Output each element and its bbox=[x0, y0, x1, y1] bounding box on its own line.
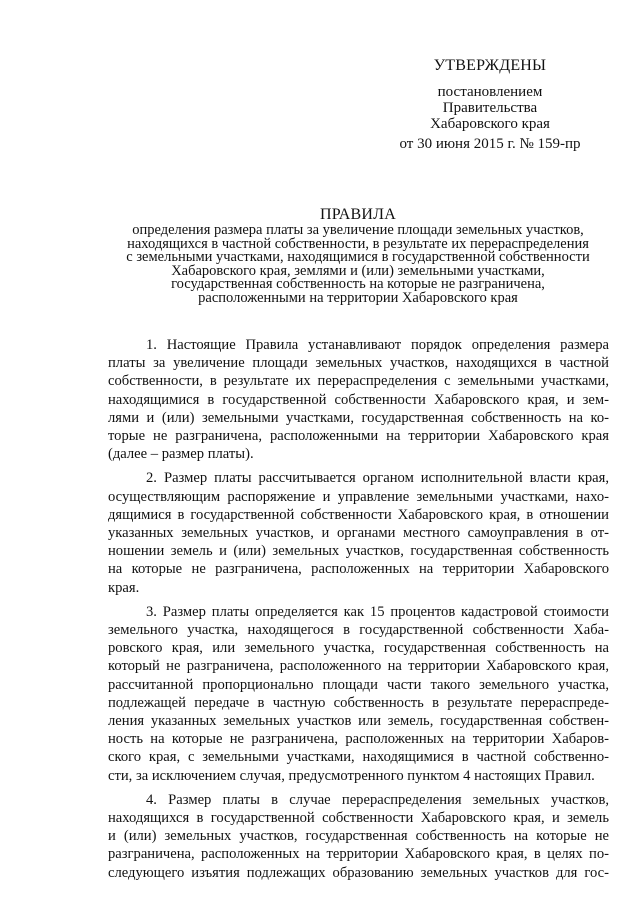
paragraph-line: торые не разграничена, расположенными на территории Хабаровского края bbox=[108, 428, 609, 445]
paragraph-line: осуществляющим распоряжение и управление земельными участками, нахо- bbox=[108, 488, 609, 505]
paragraph-line: 3. Размер платы определяется как 15 процентов кадастровой стоимости bbox=[146, 603, 609, 620]
paragraph-line: и (или) земельных участков, государственная собственность на которые не bbox=[108, 828, 609, 845]
paragraph-line: собственности, в результате их перераспределения с земельными участками, bbox=[108, 373, 609, 390]
paragraph-line: находящихся в государственной собственности Хабаровского края, и земель bbox=[108, 810, 609, 827]
paragraph-line: сти, за исключением случая, предусмотренного пунктом 4 настоящих Правил. bbox=[108, 767, 595, 784]
paragraph-line: подлежащей передаче в частную собственность в результате перераспреде- bbox=[108, 694, 609, 711]
paragraph-4 bbox=[108, 791, 609, 882]
document-body bbox=[108, 336, 609, 888]
subtitle-line: государственная собственность на которые не разграничена, bbox=[171, 276, 545, 292]
paragraph-1 bbox=[108, 336, 609, 463]
approval-date: от 30 июня 2015 г. № 159-пр bbox=[399, 136, 581, 152]
paragraph-line: платы за увеличение площади земельных участков, находящихся в частной bbox=[108, 355, 609, 372]
paragraph-2 bbox=[108, 469, 609, 596]
paragraph-line: разграничена, расположенных на территории Хабаровского края, в целях по- bbox=[108, 846, 609, 863]
paragraph-line: 4. Размер платы в случае перераспределения земельных участков, bbox=[146, 791, 609, 808]
paragraph-line: 2. Размер платы рассчитывается органом исполнительной власти края, bbox=[146, 470, 609, 487]
approval-line-1: постановлением bbox=[437, 84, 543, 100]
paragraph-line: лями и (или) земельными участками, государственная собственность на ко- bbox=[108, 409, 609, 426]
subtitle-line: расположенными на территории Хабаровского края bbox=[198, 289, 518, 306]
paragraph-3 bbox=[108, 603, 609, 785]
paragraph-line: земельного участка, находящегося в государственной собственности Хаба- bbox=[108, 622, 609, 639]
paragraph-line: на которые не разграничена, расположенных на территории Хабаровского bbox=[108, 561, 609, 578]
paragraph-line: рассчитанной пропорционально площади части такого земельного участка, bbox=[108, 676, 609, 693]
paragraph-line: находящимися в государственной собственности Хабаровского края, и зем- bbox=[108, 391, 609, 408]
document-title: ПРАВИЛА bbox=[320, 206, 396, 223]
paragraph-line: 1. Настоящие Правила устанавливают порядок определения размера bbox=[146, 337, 609, 353]
approval-heading: УТВЕРЖДЕНЫ bbox=[433, 57, 547, 74]
paragraph-line: (далее – размер платы). bbox=[108, 446, 254, 463]
paragraph-line: ровского края, или земельного участка, государственная собственность на bbox=[108, 640, 609, 657]
paragraph-line: указанных земельных участков, и органами местного самоуправления в от- bbox=[108, 525, 609, 542]
approval-line-3: Хабаровского края bbox=[430, 116, 550, 132]
paragraph-line: края. bbox=[108, 579, 140, 596]
approval-stamp bbox=[370, 58, 610, 152]
paragraph-line: ношении земель и (или) земельных участков, государственная собственность bbox=[108, 543, 609, 560]
subtitle-line: определения размера платы за увеличение площади земельных участков, bbox=[132, 222, 584, 238]
subtitle-line: с земельными участками, находящимися в государственной собственности bbox=[126, 249, 590, 265]
approval-line-2: Правительства bbox=[442, 100, 538, 116]
paragraph-line: ность на которые не разграничена, расположенных на территории Хабаров- bbox=[108, 731, 609, 748]
subtitle-line: находящихся в частной собственности, в результате их перераспределения bbox=[127, 235, 589, 252]
subtitle-line: Хабаровского края, землями и (или) земельными участками, bbox=[171, 262, 545, 279]
paragraph-line: следующего изъятия подлежащих образованию земельных участков для гос- bbox=[108, 864, 609, 881]
document-subtitle bbox=[108, 224, 608, 305]
paragraph-line: который не разграничена, расположенного на территории Хабаровского края, bbox=[108, 658, 609, 675]
paragraph-line: ского края, с земельными участками, находящимися в частной собственно- bbox=[108, 749, 609, 766]
paragraph-line: дящимися в государственной собственности Хабаровского края, в отношении bbox=[108, 506, 609, 523]
paragraph-line: ления указанных земельных участков или земель, государственная собствен- bbox=[108, 713, 609, 730]
